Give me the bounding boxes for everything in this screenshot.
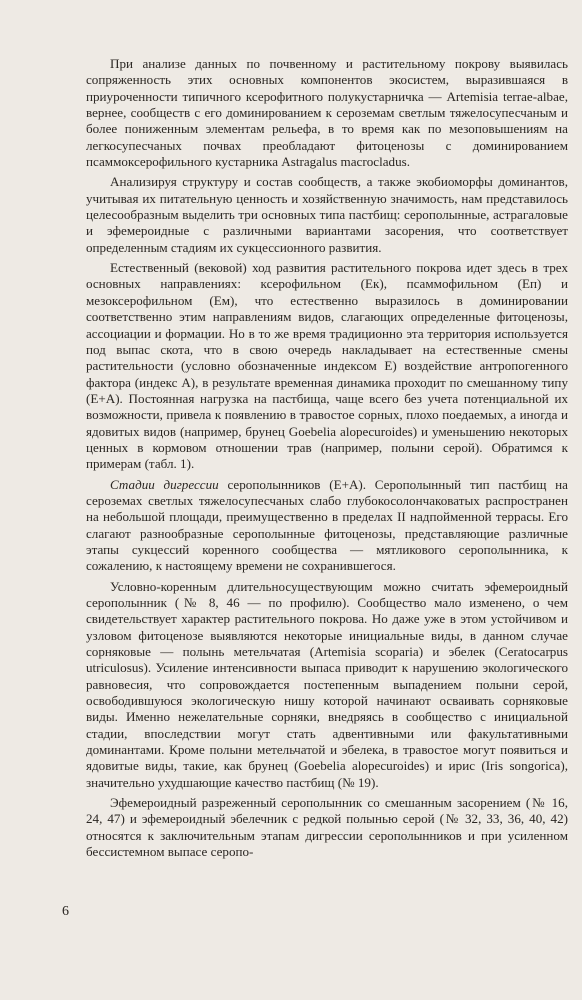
paragraph-5: Условно-коренным длительносуществующим можно считать эфемероидный серополынник (№ 8, 46 — по профилю). Сообщество мало изменено, о чем свидетельствует характер растительного покрова. Но даже уже в этом устойчивом и узловом фитоценозе выявляются некоторые инициальные виды, в данном случае сорняковые — полынь метельчатая (Artemisia scoparia) и эбелек (Ceratocarpus utriculosus). Усиление интенсивности выпаса приводит к нарушению экологического равновесия, что сопровождается постепенным выпадением полыни серой, освободившуюся экологическую нишу которой начинают осваивать сорняковые виды. Именно нежелательные сорняки, внедряясь в сообщество с инициальной стадии, впоследствии могут стать адвентивными или факультативными доминантами. Кроме полыни метельчатой и эбелека, в травостое могут появиться и ядовитые виды, такие, как брунец (Goebelia alopecuroides) и ирис (Iris songorica), значительно ухудшающие качество пастбищ (№ 19).: [86, 578, 568, 790]
paragraph-3: Естественный (вековой) ход развития растительного покрова идет здесь в трех основных направлениях: ксерофильном (Eк), псаммофильном (Eп) и мезоксерофильном (Eм), что естественно выразилось в доминировании соответственно этим направлениям видов, слагающих определенные фитоценозы, ассоциации и формации. Но в то же время традиционно эта территория используется под выпас скота, что в свою очередь накладывает на естественные смены растительности (условно обозначенные индексом E) воздействие антропогенного фактора (индекс А), в результате временная динамика проходит по смешанному типу (E+A). Постоянная нагрузка на пастбища, чаще всего без учета потенциальной их возможности, привела к появлению в травостое сорных, плохо поедаемых, а иногда и ядовитых видов (например, брунец Goebelia alopecuroides) и уменьшению некоторых ценных в кормовом отношении трав (например, полыни серой). Обратимся к примерам (табл. 1).: [86, 260, 568, 472]
paragraph-4-text: серополынников (E+A). Серополынный тип пастбищ на сероземах светлых тяжелосупесчаных слабо глубокосолончаковатых распространен на небольшой площади, преимущественно в пределах II надпойменной террасы. Его слагают разнообразные серополынные фитоценозы, представляющие различные этапы сукцессий коренного сообщества — мятликового серополынника, к сожалению, к настоящему времени не сохранившегося.: [86, 476, 568, 574]
paragraph-4: [86, 477, 568, 575]
paragraph-1: При анализе данных по почвенному и растительному покрову выявилась сопряженность этих основных компонентов экосистем, выразившаяся в приуроченности типичного ксерофитного полукустарничка — Artemisia terrae-albae, вернее, сообществ с его доминированием к сероземам светлым тяжелосупесчаным и более пониженным элементам рельефа, в то время как по мезоповышениям на легкосупесчаных почвах преобладают фитоценозы с доминированием псаммоксерофильного кустарника Astragalus macrocladus.: [86, 56, 568, 170]
paragraph-2: Анализируя структуру и состав сообществ, а также экобиоморфы доминантов, учитывая их питательную ценность и хозяйственную значимость, нам представилось целесообразным выделить три основных типа пастбищ: серополынные, астрагаловые и эфемероидные с различными вариантами засорения, что соответствует определенным стадиям их сукцессионного развития.: [86, 174, 568, 255]
page-number: 6: [62, 904, 69, 919]
paragraph-4-lead: Стадии дигрессии: [110, 476, 219, 492]
body-text: [86, 56, 568, 865]
paragraph-6: Эфемероидный разреженный серополынник со смешанным засорением (№ 16, 24, 47) и эфемероидный эбелечник с редкой полынью серой (№ 32, 33, 36, 40, 42) относятся к заключительным этапам дигрессии серополынников и при усиленном бессистемном выпасе серопо-: [86, 795, 568, 860]
